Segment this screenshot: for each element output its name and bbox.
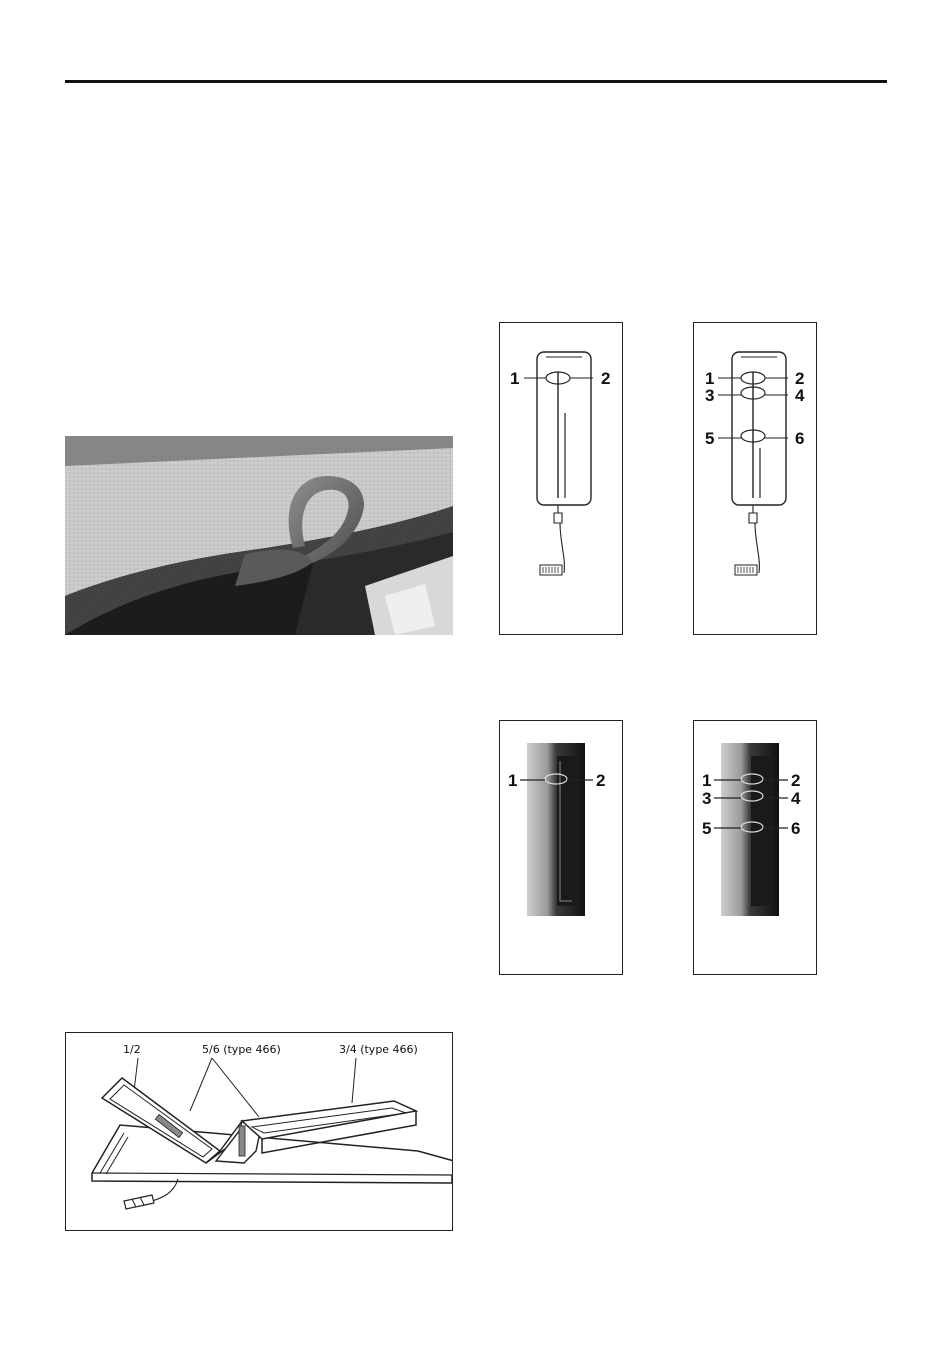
adjustable-bed-frame bbox=[65, 1032, 453, 1231]
remote-2-button-drawing bbox=[500, 323, 622, 634]
remote-photo-full-label-5: 5 bbox=[702, 819, 712, 838]
remote-simple-label-1: 1 bbox=[510, 369, 520, 388]
label-foot-section: 3/4 (type 466) bbox=[339, 1043, 418, 1056]
label-head-section: 1/2 bbox=[123, 1043, 141, 1056]
remote-photo-simple-label-1: 1 bbox=[508, 771, 518, 790]
remote-simple-label-2: 2 bbox=[601, 369, 611, 388]
label-knee-section: 5/6 (type 466) bbox=[202, 1043, 281, 1056]
header-rule bbox=[65, 80, 887, 83]
remote-photo-6-button-drawing bbox=[694, 721, 816, 974]
remote-full-label-6: 6 bbox=[795, 429, 805, 448]
remote-photo-full-label-1: 1 bbox=[702, 771, 712, 790]
remote-photo-full-label-4: 4 bbox=[791, 789, 801, 808]
remote-6-button bbox=[693, 322, 817, 635]
remote-photo-full-label-3: 3 bbox=[702, 789, 712, 808]
remote-photo-full-label-6: 6 bbox=[791, 819, 801, 838]
remote-6-button-drawing bbox=[694, 323, 816, 634]
remote-2-button bbox=[499, 322, 623, 635]
remote-photo-2-button bbox=[499, 720, 623, 975]
remote-photo-6-button bbox=[693, 720, 817, 975]
bed-frame-drawing bbox=[66, 1033, 452, 1230]
remote-full-label-2: 2 bbox=[795, 369, 805, 388]
remote-full-label-3: 3 bbox=[705, 386, 715, 405]
remote-full-label-1: 1 bbox=[705, 369, 715, 388]
remote-full-label-4: 4 bbox=[795, 386, 805, 405]
velcro-strap-photo bbox=[65, 436, 453, 635]
remote-full-label-5: 5 bbox=[705, 429, 715, 448]
velcro-photo-illustration bbox=[65, 436, 453, 635]
remote-photo-2-button-drawing bbox=[500, 721, 622, 974]
remote-photo-simple-label-2: 2 bbox=[596, 771, 606, 790]
remote-photo-full-label-2: 2 bbox=[791, 771, 801, 790]
